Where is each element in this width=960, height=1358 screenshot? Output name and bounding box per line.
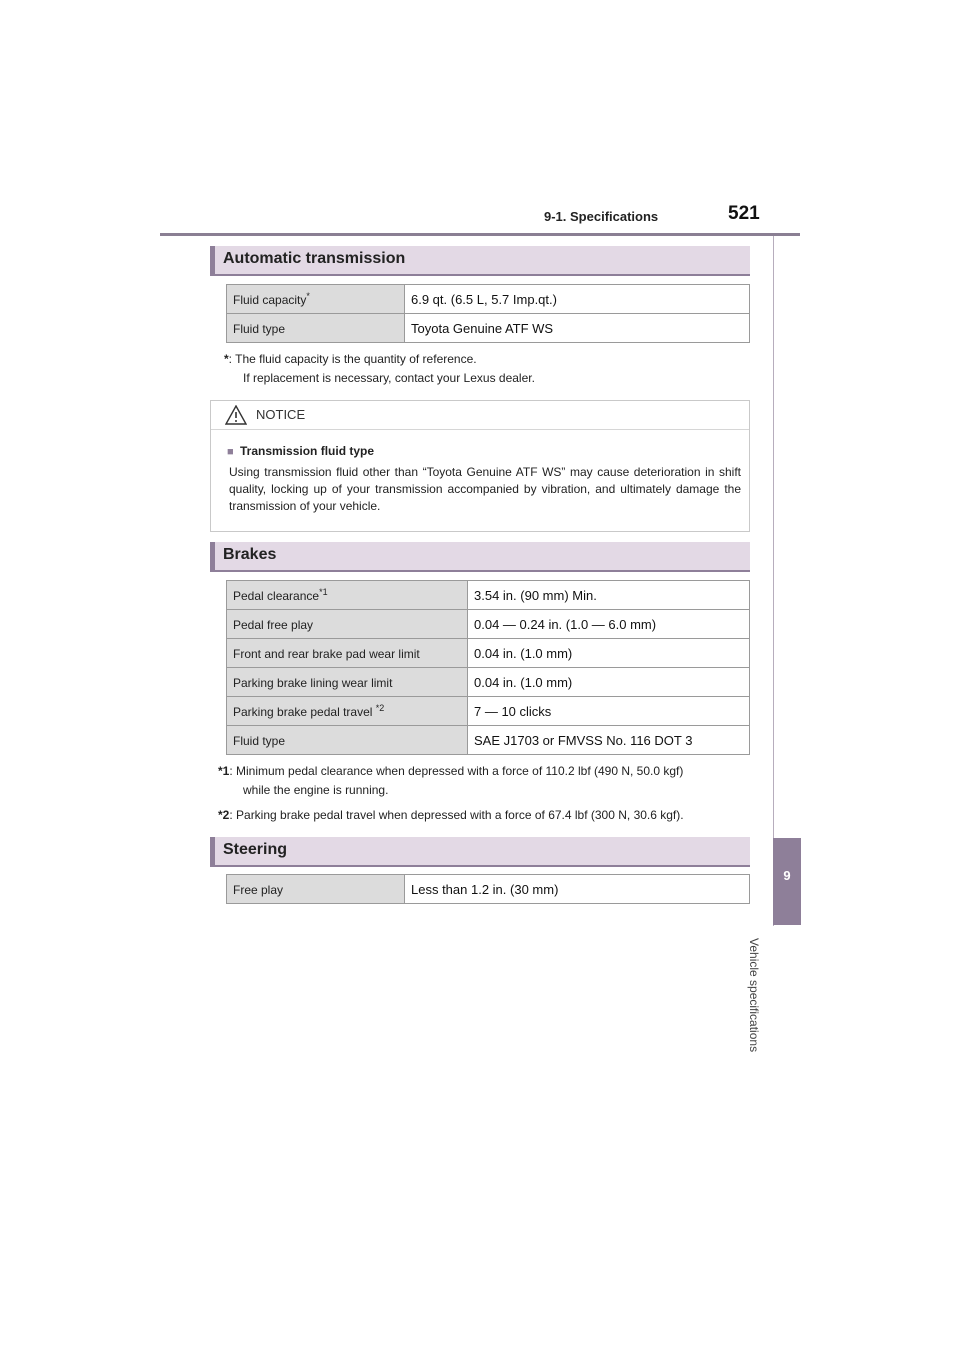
notice-title: NOTICE: [256, 407, 306, 422]
header-rule: [160, 233, 800, 236]
spec-label: Fluid capacity*: [227, 285, 405, 314]
brakes-footnote-1: *1: Minimum pedal clearance when depressed with a force of 110.2 lbf (490 N, 50.0 kgf) while the engine is running.: [218, 764, 684, 797]
spec-value: 0.04 — 0.24 in. (1.0 — 6.0 mm): [468, 610, 750, 639]
chapter-tab: [773, 838, 801, 925]
spec-value: 0.04 in. (1.0 mm): [468, 639, 750, 668]
spec-label: Parking brake lining wear limit: [227, 668, 468, 697]
notice-header: [211, 401, 749, 430]
table-row: [227, 639, 750, 668]
chapter-number: 9: [783, 868, 791, 883]
table-row: [227, 581, 750, 610]
spec-value: SAE J1703 or FMVSS No. 116 DOT 3: [468, 726, 750, 755]
spec-label: Parking brake pedal travel $^{*2}$: [227, 697, 468, 726]
steering-heading: Steering: [210, 837, 750, 867]
table-row: [227, 726, 750, 755]
section-title: 9-1. Specifications: [544, 209, 659, 224]
notice-body: Using transmission fluid other than “Toyota Genuine ATF WS” may cause deterioration in shift quality, locking up of your transmission accompanied by vibration, and ultimately damage the transmission of your vehicle.: [229, 465, 741, 513]
table-row: [227, 285, 750, 314]
spec-label: Fluid type: [227, 314, 405, 343]
notice-box: [210, 400, 750, 532]
spec-value: 0.04 in. (1.0 mm): [468, 668, 750, 697]
table-row: [227, 875, 750, 904]
spec-value: 7 — 10 clicks: [468, 697, 750, 726]
spec-label: Free play: [227, 875, 405, 904]
brakes-footnote-2: *2: Parking brake pedal travel when depressed with a force of 67.4 lbf (300 N, 30.6 kgf).: [218, 808, 684, 822]
square-bullet-icon: ■: [227, 446, 234, 458]
brakes-table: [226, 580, 750, 755]
table-row: [227, 697, 750, 726]
brakes-heading: Brakes: [210, 542, 750, 572]
side-divider: [773, 236, 774, 926]
transmission-footnote: *: The fluid capacity is the quantity of reference. If replacement is necessary, contact your Lexus dealer.: [224, 352, 535, 385]
spec-value: Toyota Genuine ATF WS: [405, 314, 750, 343]
transmission-table: [226, 284, 750, 343]
warning-triangle-icon: [225, 405, 247, 425]
spec-label: Front and rear brake pad wear limit: [227, 639, 468, 668]
transmission-heading: Automatic transmission: [210, 246, 750, 276]
page-number: 521: [728, 203, 760, 224]
steering-table: [226, 874, 750, 904]
spec-value: 3.54 in. (90 mm) Min.: [468, 581, 750, 610]
chapter-title: Vehicle specifications: [747, 938, 761, 1053]
table-row: [227, 610, 750, 639]
notice-subtitle: Transmission fluid type: [240, 444, 375, 458]
table-row: [227, 668, 750, 697]
spec-value: Less than 1.2 in. (30 mm): [405, 875, 750, 904]
spec-label: Fluid type: [227, 726, 468, 755]
spec-label: Pedal clearance$^{*1}$: [227, 581, 468, 610]
spec-value: 6.9 qt. (6.5 L, 5.7 Imp.qt.): [405, 285, 750, 314]
table-row: [227, 314, 750, 343]
spec-label: Pedal free play: [227, 610, 468, 639]
